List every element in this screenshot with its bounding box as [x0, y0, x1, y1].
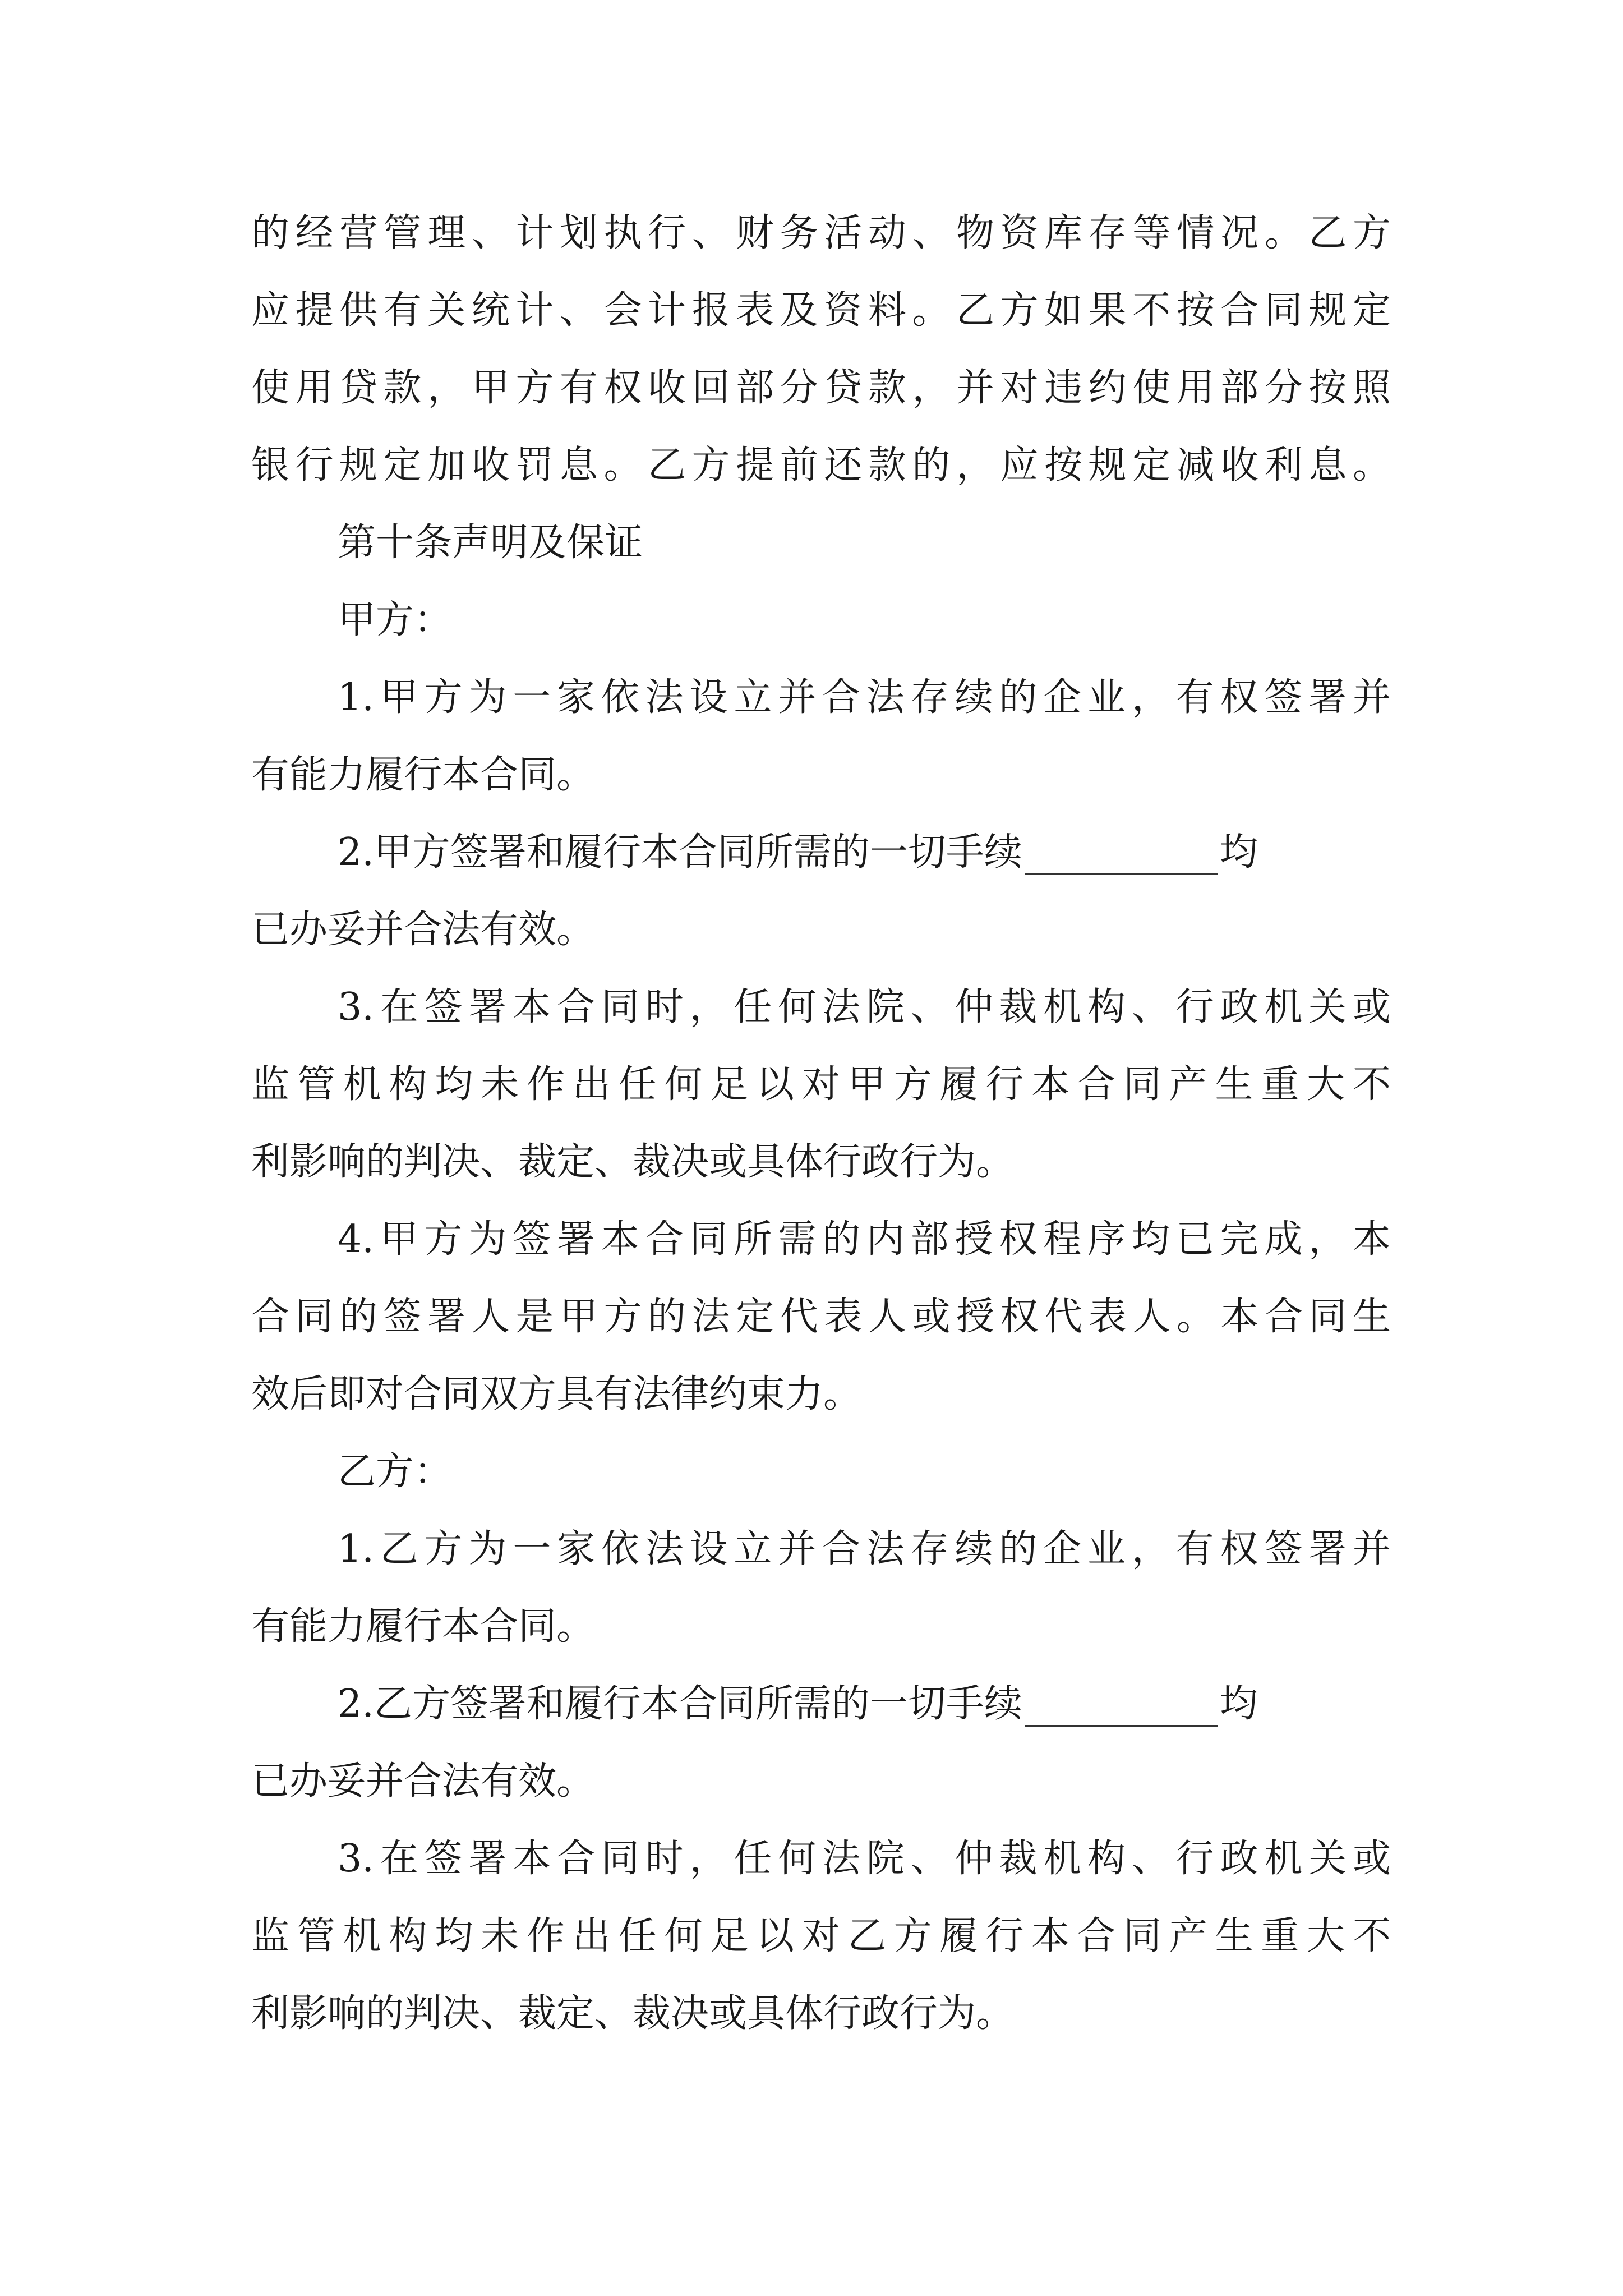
- paragraph-line: 有能力履行本合同。: [251, 753, 595, 797]
- party-a-heading: 甲方：: [338, 598, 453, 642]
- paragraph-line: 利影响的判决、裁定、裁决或具体行政行为。: [251, 1140, 1015, 1184]
- party-b-item-2: [338, 1677, 1623, 1731]
- section-heading: 第十条声明及保证: [338, 521, 643, 565]
- party-a-item-3: 3.在签署本合同时，任何法院、仲裁机构、行政机关或: [338, 985, 1391, 1029]
- paragraph-line: 银行规定加收罚息。乙方提前还款的，应按规定减收利息。: [251, 443, 1391, 487]
- party-a-item-1: 1.甲方为一家依法设立并合法存续的企业，有权签署并: [338, 675, 1391, 720]
- item-text: 2.甲方签署和履行本合同所需的一切手续: [338, 830, 1022, 875]
- paragraph-line: 已办妥并合法有效。: [251, 1759, 595, 1803]
- paragraph-line: 效后即对合同双方具有法律约束力。: [251, 1372, 862, 1416]
- paragraph-line: 已办妥并合法有效。: [251, 908, 595, 952]
- paragraph-line: 合同的签署人是甲方的法定代表人或授权代表人。本合同生: [251, 1295, 1391, 1339]
- party-b-item-3: 3.在签署本合同时，任何法院、仲裁机构、行政机关或: [338, 1837, 1391, 1881]
- item-text: 均: [1219, 1682, 1258, 1726]
- item-text: 均: [1219, 830, 1258, 875]
- paragraph-line: 的经营管理、计划执行、财务活动、物资库存等情况。乙方: [251, 211, 1391, 255]
- party-a-item-4: 4.甲方为签署本合同所需的内部授权程序均已完成，本: [338, 1217, 1391, 1262]
- party-a-item-2: [338, 826, 1623, 880]
- paragraph-line: 应提供有关统计、会计报表及资料。乙方如果不按合同规定: [251, 288, 1391, 333]
- fill-in-blank[interactable]: [1025, 840, 1218, 875]
- party-b-item-1: 1.乙方为一家依法设立并合法存续的企业，有权签署并: [338, 1527, 1391, 1571]
- party-b-heading: 乙方：: [338, 1450, 453, 1494]
- paragraph-line: 监管机构均未作出任何足以对乙方履行本合同产生重大不: [251, 1914, 1391, 1958]
- paragraph-line: 监管机构均未作出任何足以对甲方履行本合同产生重大不: [251, 1062, 1391, 1107]
- item-text: 2.乙方签署和履行本合同所需的一切手续: [338, 1682, 1022, 1726]
- paragraph-line: 使用贷款，甲方有权收回部分贷款，并对违约使用部分按照: [251, 366, 1391, 410]
- paragraph-line: 有能力履行本合同。: [251, 1604, 595, 1649]
- fill-in-blank[interactable]: [1025, 1691, 1218, 1727]
- paragraph-line: 利影响的判决、裁定、裁决或具体行政行为。: [251, 1991, 1015, 2036]
